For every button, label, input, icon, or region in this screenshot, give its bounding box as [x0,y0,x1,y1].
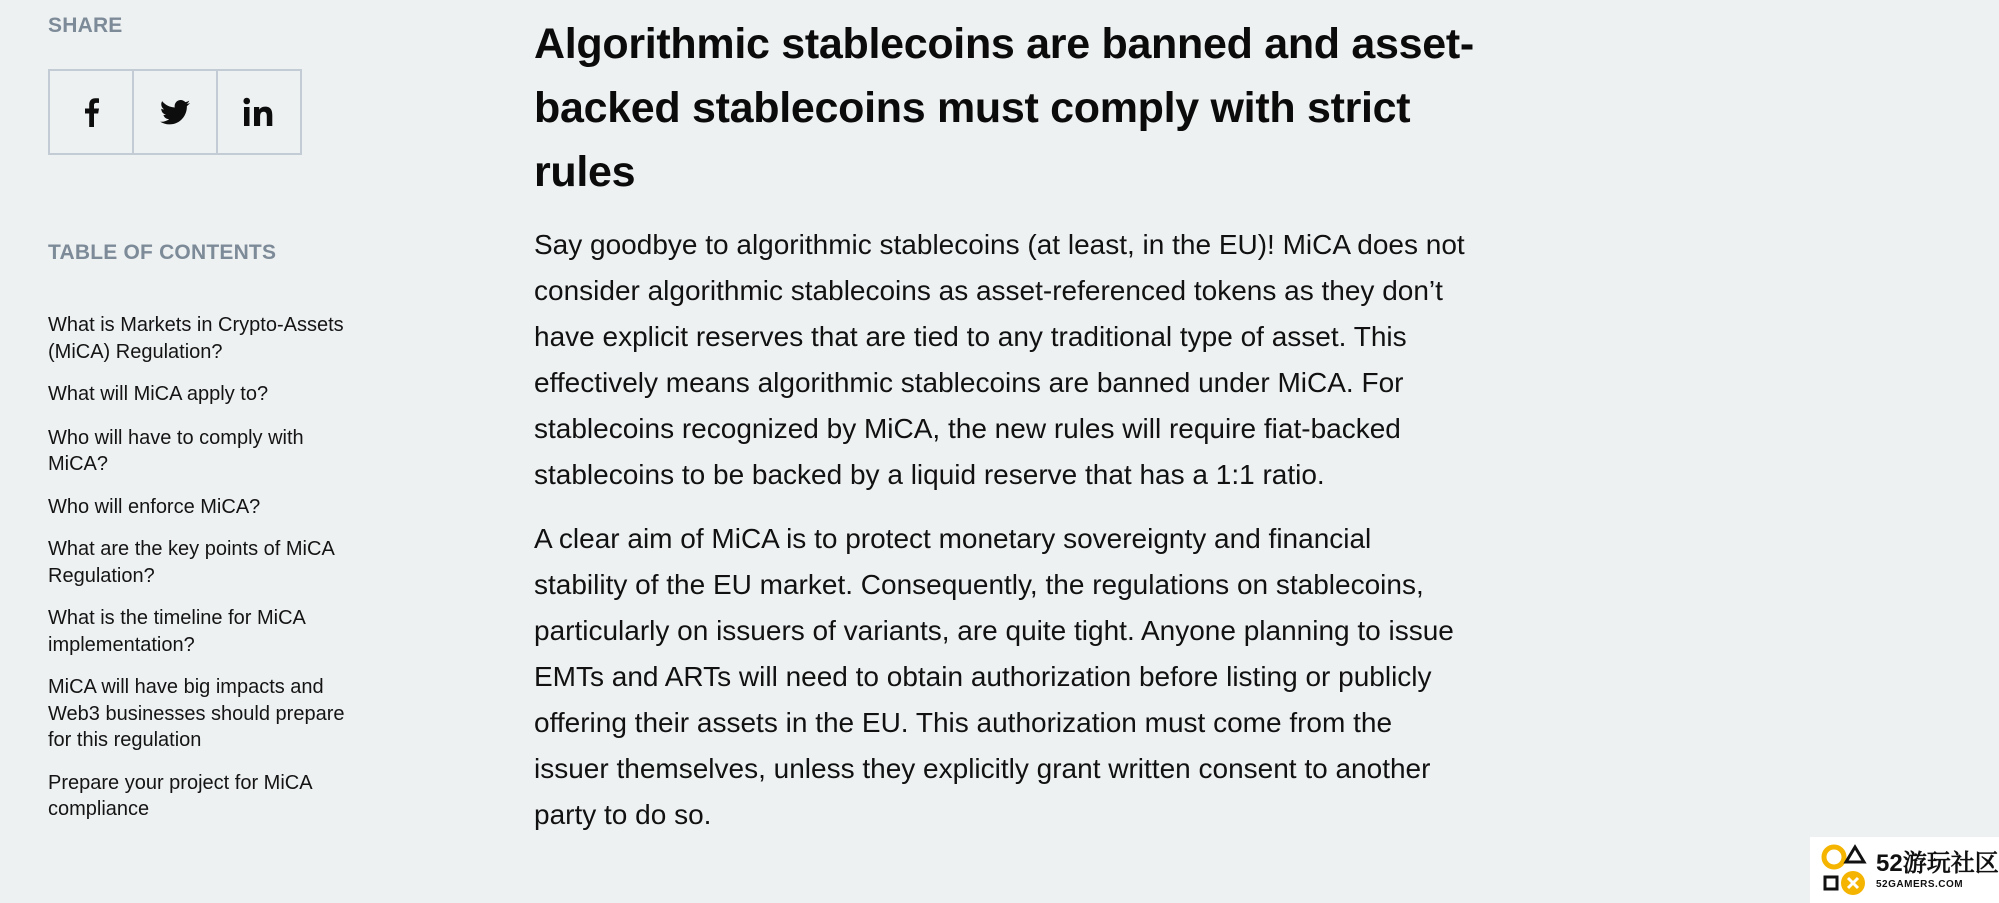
toc-item[interactable]: MiCA will have big impacts and Web3 businesses should prepare for this regulation [48,676,345,751]
watermark-title: 52游玩社区 [1876,850,1999,877]
article-paragraph: Say goodbye to algorithmic stablecoins (at least, in the EU)! MiCA does not consider algorithmic stablecoins as asset-referenced tokens as they don’t have explicit reserves that are tied to any traditional type of asset. This effectively means algorithmic stablecoins are banned under MiCA. For stablecoins recognized by MiCA, the new rules will require fiat-backed stablecoins to be backed by a liquid reserve that has a 1:1 ratio. [534,229,1465,490]
share-buttons [48,69,302,155]
toc-item[interactable]: What will MiCA apply to? [48,383,269,405]
toc-item[interactable]: Who will enforce MiCA? [48,495,261,518]
article-paragraph: A clear aim of MiCA is to protect monetary sovereignty and financial stability of the EU market. Consequently, the regulations on stablecoins, particularly on issuers of variants, are quite tight. Anyone planning to issue EMTs and ARTs will need to obtain authorization before listing or publicly offering their assets in the EU. This authorization must come from the issuer themselves, unless they explicitly grant written consent to another party to do so. [534,523,1454,830]
toc-item[interactable]: What is Markets in Crypto-Assets (MiCA) Regulation? [48,314,344,363]
watermark-subtitle: 52GAMERS.COM [1876,879,1964,890]
share-twitter-button[interactable] [134,71,218,153]
toc-item[interactable]: Who will have to comply with MiCA? [48,426,304,475]
toc-label: TABLE OF CONTENTS [48,241,277,264]
share-label: SHARE [48,14,123,37]
toc-item[interactable]: What are the key points of MiCA Regulation? [48,538,334,587]
toc-item[interactable]: Prepare your project for MiCA compliance [48,771,312,820]
article [534,12,1494,838]
toc-item[interactable]: What is the timeline for MiCA implementation? [48,607,305,656]
logo-icon [1810,837,1876,903]
table-of-contents [48,312,388,839]
facebook-icon [82,97,100,127]
twitter-icon [160,100,190,125]
linkedin-icon [243,97,275,127]
watermark-logo [1810,837,1999,903]
share-linkedin-button[interactable] [218,71,300,153]
article-heading: Algorithmic stablecoins are banned and asset-backed stablecoins must comply with strict rules [534,20,1474,196]
share-facebook-button[interactable] [50,71,134,153]
